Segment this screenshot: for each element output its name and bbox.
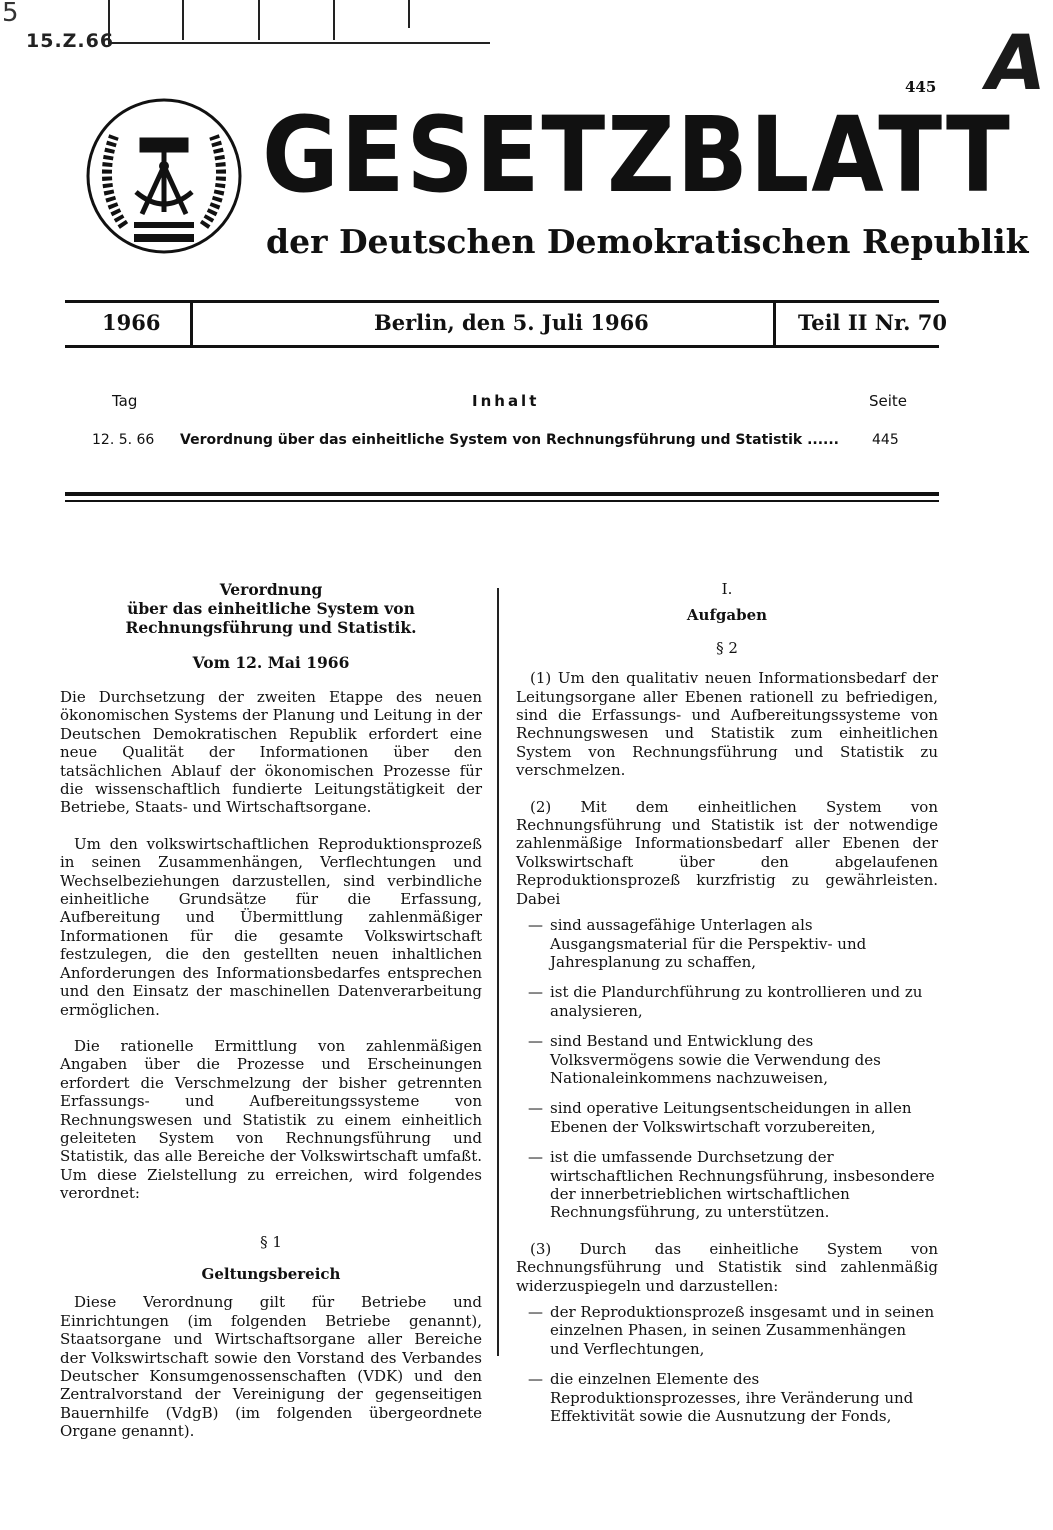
stamp-frame	[108, 0, 490, 44]
section-1-number: § 1	[260, 1232, 282, 1251]
page-subtitle: der Deutschen Demokratischen Republik	[266, 222, 1029, 261]
stamp-tick	[408, 0, 410, 28]
right-column	[516, 580, 938, 1425]
list-item: — ist die umfassende Durchsetzung der wirtschaftlichen Rechnungsführung, insbesondere der innerbetrieblichen wirtschaftlichen Rechnungsführung, zu unterstützen.	[528, 1148, 935, 1222]
left-column	[60, 580, 482, 1441]
toc-column-day: Tag	[112, 392, 138, 410]
list-item: — der Reproduktionsprozeß insgesamt und in seinen einzelnen Phasen, in seinen Zusammenhängen und Verflechtungen,	[528, 1303, 935, 1358]
column-divider	[497, 588, 499, 1356]
decree-date: Vom 12. Mai 1966	[192, 653, 350, 672]
para-3-list	[516, 1303, 938, 1425]
info-bar-bottom-rule	[65, 345, 939, 348]
section-2-para-2: (2) Mit dem einheitlichen System von Rechnungsführung und Statistik ist der notwendige zahlenmäßige Informationsbedarf aller Ebenen der Volkswirtschaft über den abgelaufenen Reproduktionsprozeß kurzfristig zu gewährleisten. Dabei	[516, 797, 938, 908]
preamble-paragraph: Um den volkswirtschaftlichen Reproduktionsprozeß in seinen Zusammenhängen, Verflechtungen und Wechselbeziehungen darzustellen, sind verbindliche einheitliche Grundsätze für die Erfassung, Aufbereitung und Übermittlung zahlenmäßiger Informationen für die gesamte Volkswirtschaft festzulegen, die den gestellten neuen inhaltlichen Anforderungen des Informationsbedarfes entsprechen und den Einsatz der maschinellen Datenverarbeitung ermöglichen.	[60, 834, 482, 1019]
side-mark: A	[978, 18, 1053, 107]
section-1-title: Geltungsbereich	[201, 1264, 341, 1283]
part-title: Aufgaben	[686, 606, 768, 625]
decree-heading: Verordnung über das einheitliche System von Rechnungsführung und Statistik.	[125, 580, 417, 637]
info-bar-divider	[190, 302, 193, 346]
stamp-tick	[258, 0, 260, 40]
toc-row-title[interactable]: Verordnung über das einheitliche System von Rechnungsführung und Statistik ......	[180, 432, 839, 448]
info-bar-divider	[773, 302, 776, 346]
info-bar-top-rule	[65, 300, 939, 303]
list-item: — die einzelnen Elemente des Reproduktionsprozesses, ihre Veränderung und Effektivität sowie die Ausnutzung der Fonds,	[528, 1370, 914, 1426]
toc-row-page: 445	[872, 432, 899, 448]
page-number: 445	[905, 78, 937, 96]
gdr-emblem-icon	[84, 96, 244, 256]
section-2-para-1: (1) Um den qualitativ neuen Informationsbedarf der Leitungsorgane aller Ebenen rationell zu befriedigen, sind die Erfassungs- und Aufbereitungssysteme von Rechnungswesen und Statistik zum einheitlichen System von Rechnungsführung und Statistik zu verschmelzen.	[516, 669, 938, 780]
toc-row-date: 12. 5. 66	[92, 432, 155, 448]
issue-year: 1966	[102, 310, 161, 335]
list-item: — sind aussagefähige Unterlagen als Ausgangsmaterial für die Perspektiv- und Jahresplanung zu schaffen,	[528, 916, 867, 971]
page-title: GESETZBLATT	[262, 94, 1012, 216]
preamble-paragraph: Die Durchsetzung der zweiten Etappe des neuen ökonomischen Systems der Planung und Leitung in der Deutschen Demokratischen Republik erfordert eine neue Qualität der Informationen über den tatsächlichen Ablauf der ökonomischen Prozesse für die wissenschaftlich fundierte Leitungstätigkeit der Betriebe, Staats- und Wirtschaftsorgane.	[60, 688, 482, 817]
toc-column-content: Inhalt	[472, 392, 540, 410]
issue-place-date: Berlin, den 5. Juli 1966	[374, 310, 649, 335]
stamp-tick	[333, 0, 335, 40]
stamp-tick	[182, 0, 184, 40]
section-2-para-3: (3) Durch das einheitliche System von Rechnungsführung und Statistik sind zahlenmäßig widerzuspiegeln und darzustellen:	[516, 1239, 938, 1295]
corner-mark: 5	[2, 0, 19, 28]
list-item: — sind Bestand und Entwicklung des Volksvermögens sowie die Verwendung des Nationaleinkommens nachzuweisen,	[528, 1032, 881, 1087]
para-2-list	[516, 916, 938, 1222]
section-2-number: § 2	[716, 638, 738, 657]
toc-column-page: Seite	[869, 392, 908, 410]
contents-rule	[65, 492, 939, 496]
list-item: — sind operative Leitungsentscheidungen in allen Ebenen der Volkswirtschaft vorzubereiten,	[528, 1099, 912, 1136]
issue-part-number: Teil II Nr. 70	[798, 310, 947, 335]
list-item: — ist die Plandurchführung zu kontrollieren und zu analysieren,	[528, 983, 923, 1020]
section-1-text: Diese Verordnung gilt für Betriebe und Einrichtungen (im folgenden Betriebe genannt), Staatsorgane und Wirtschaftsorgane aller Bereiche der Volkswirtschaft sowie den Vorstand des Verbandes Deutscher Konsumgenossenschaften (VDK) und den Zentralvorstand der Vereinigung der gegenseitigen Bauernhilfe (VdgB) (im folgenden übergeordnete Organe genannt).	[60, 1293, 482, 1441]
preamble-paragraph: Die rationelle Ermittlung von zahlenmäßigen Angaben über die Prozesse und Erscheinungen erfordert die Verschmelzung der bisher getrennten Erfassungs- und Aufbereitungssysteme von Rechnungswesen und Statistik zu einem einheitlich geleiteten System von Rechnungsführung und Statistik, das alle Bereiche der Volkswirtschaft umfaßt. Um diese Zielstellung zu erreichen, wird folgendes verordnet:	[60, 1036, 482, 1203]
contents-rule	[65, 500, 939, 502]
part-number: I.	[721, 580, 733, 598]
received-stamp: 15.Z.66	[26, 30, 115, 52]
